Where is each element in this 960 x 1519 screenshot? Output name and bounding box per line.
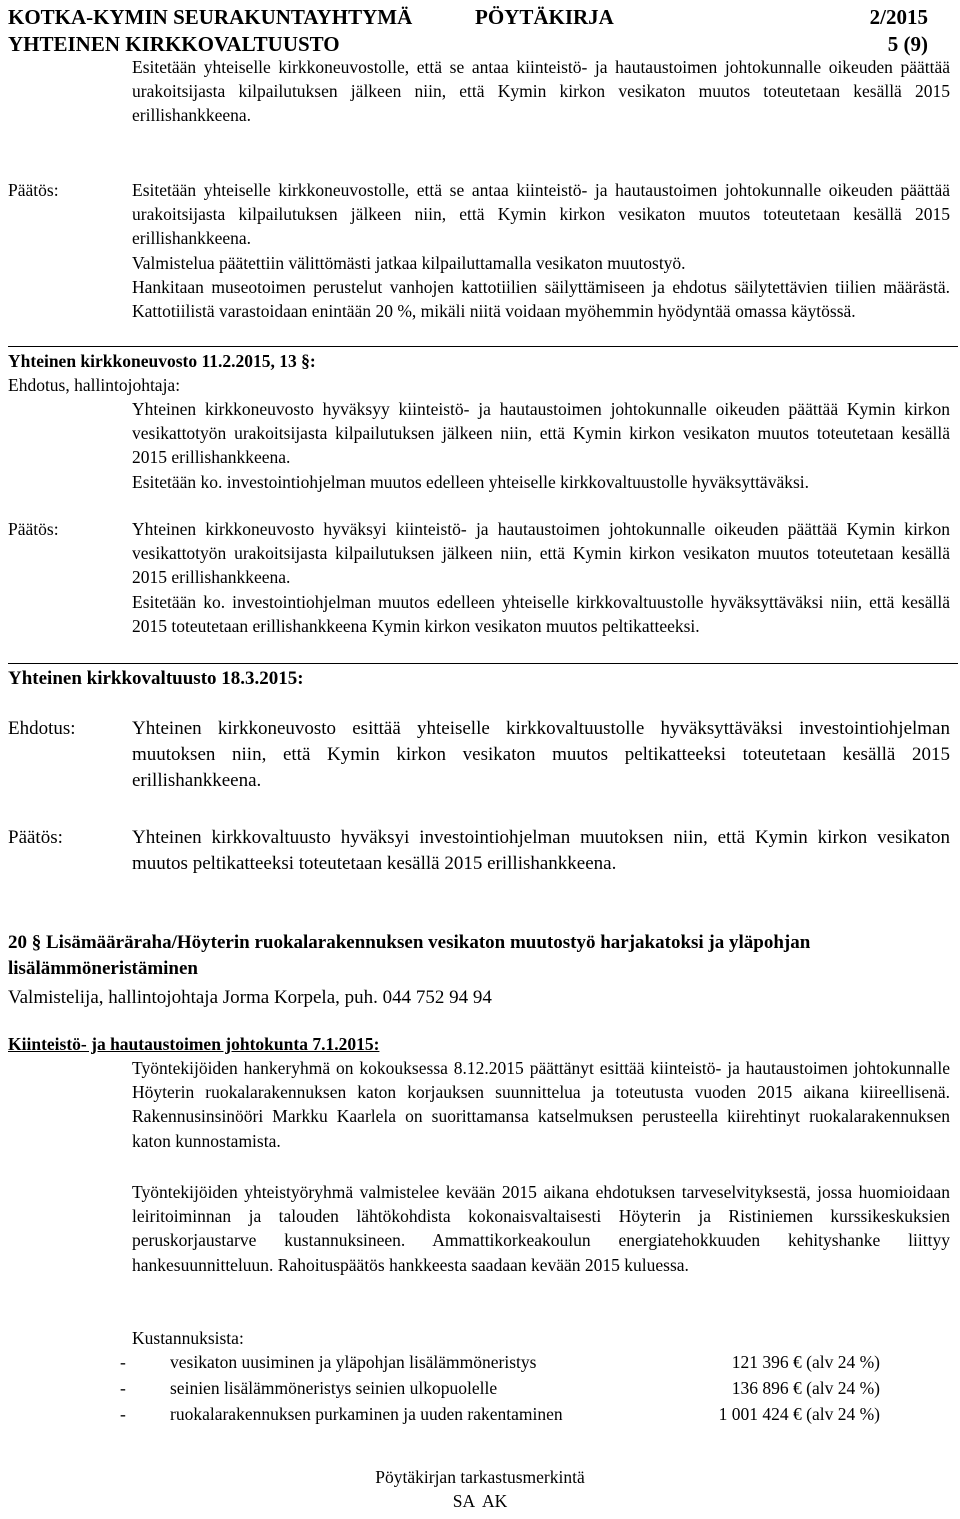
- footer-initials: SA AK: [452, 1491, 508, 1511]
- list-item: [120, 1376, 880, 1402]
- decision-label: Päätös:: [8, 519, 59, 539]
- proposal-label: Ehdotus, hallintojohtaja:: [8, 375, 181, 395]
- decision-paragraph: Esitetään yhteiselle kirkkoneuvostolle, että se antaa kiinteistö- ja hautaustoimen johtokunnalle oikeuden päättää urakoitsijasta kilpailutuksen jälkeen niin, että Kymin kirkon vesikaton muutos toteutetaan kesällä 2015 erillishankkeena.: [132, 180, 950, 249]
- preparer: Valmistelija, hallintojohtaja Jorma Korpela, puh. 044 752 94 94: [8, 987, 492, 1008]
- page-number: 5 (9): [887, 32, 928, 56]
- proposal-text: [132, 397, 950, 494]
- cost-amount: 1 001 424 € (alv 24 %): [718, 1404, 880, 1424]
- proposal-paragraph: Yhteinen kirkkoneuvosto hyväksyy kiinteistö- ja hautaustoimen johtokunnalle oikeuden päättää Kymin kirkon vesikattotyön urakoitsijasta kilpailutuksen jälkeen niin, että Kymin kirkon vesikaton muutos toteutetaan kesällä 2015 erillishankkeena.: [132, 399, 950, 468]
- decision-label: Päätös:: [8, 180, 59, 200]
- section-heading: Yhteinen kirkkovaltuusto 18.3.2015:: [8, 668, 304, 689]
- bullet-dash: -: [120, 1352, 126, 1372]
- proposal-label: Ehdotus:: [8, 718, 76, 739]
- intro-paragraph: Esitetään yhteiselle kirkkoneuvostolle, että se antaa kiinteistö- ja hautaustoimen johtokunnalle oikeuden päättää urakoitsijasta kilpailutuksen jälkeen niin, että Kymin kirkon vesikaton muutos toteutetaan kesällä 2015 erillishankkeena.: [132, 57, 950, 126]
- page-header: [8, 4, 928, 58]
- section-title: 20 § Lisämääräraha/Höyterin ruokalarakennuksen vesikaton muutostyö harjakatoksi ja yläpohjan lisälämmöneristäminen: [8, 932, 811, 979]
- list-item: [120, 1350, 880, 1376]
- cost-description: vesikaton uusiminen ja yläpohjan lisälämmöneristys: [170, 1352, 537, 1372]
- decision-text: [132, 517, 950, 638]
- body-name: YHTEINEN KIRKKOVALTUUSTO: [8, 32, 340, 56]
- organization-name: KOTKA-KYMIN SEURAKUNTAYHTYMÄ: [8, 5, 413, 29]
- proposal-text: Yhteinen kirkkoneuvosto esittää yhteiselle kirkkovaltuustolle hyväksyttäväksi investointiohjelman muutoksen niin, että Kymin kirkon vesikaton muutos peltikatteeksi toteutetaan kesällä 2015 erillishankkeena.: [132, 718, 950, 791]
- document-number: 2/2015: [869, 5, 928, 29]
- bullet-dash: -: [120, 1378, 126, 1398]
- cost-amount: 136 896 € (alv 24 %): [731, 1378, 880, 1398]
- bullet-dash: -: [120, 1404, 126, 1424]
- costs-label: Kustannuksista:: [132, 1328, 244, 1348]
- paragraph-2: Työntekijöiden yhteistyöryhmä valmistelee kevään 2015 aikana ehdotuksen tarveselvityksestä, jossa huomioidaan leiritoiminnan ja talouden lähtökohdista kokonaisvaltaisesti Höyterin ja Ristiniemen kurssikeskuksien peruskorjaustarve kustannuksineen. Ammattikorkeakoulun energiatehokkuuden kehityshanke liittyy hankesuunnitteluun. Rahoituspäätös hankkeesta saadaan kevään 2015 kuluessa.: [132, 1182, 950, 1275]
- divider: [8, 346, 958, 347]
- decision-paragraph: Hankitaan museotoimen perustelut vanhojen kattotiilien säilyttämiseen ja ehdotus säilytettävien tiilien määrästä. Kattotiilistä varastoidaan enintään 20 %, mikäli niitä voidaan myöhemmin hyödyntää omassa käytössä.: [132, 276, 950, 322]
- list-item: [120, 1402, 880, 1428]
- decision-label: Päätös:: [8, 827, 63, 848]
- footer-label: Pöytäkirjan tarkastusmerkintä: [375, 1467, 585, 1487]
- cost-description: ruokalarakennuksen purkaminen ja uuden rakentaminen: [170, 1404, 563, 1424]
- decision-paragraph: Yhteinen kirkkoneuvosto hyväksyi kiinteistö- ja hautaustoimen johtokunnalle oikeuden päättää Kymin kirkon vesikattotyön urakoitsijasta kilpailutuksen jälkeen niin, että Kymin kirkon vesikaton muutos toteutetaan kesällä 2015 erillishankkeena.: [132, 519, 950, 588]
- divider: [8, 663, 958, 664]
- section-heading: Yhteinen kirkkoneuvosto 11.2.2015, 13 §:: [8, 351, 316, 371]
- document-type: PÖYTÄKIRJA: [475, 5, 614, 29]
- decision-paragraph: Valmistelua päätettiin välittömästi jatkaa kilpailuttamalla vesikaton muutostyö.: [132, 252, 686, 273]
- paragraph-1: Työntekijöiden hankeryhmä on kokouksessa 8.12.2015 päättänyt esittää kiinteistö- ja hautaustoimen johtokunnalle Höyterin ruokalarakennuksen katon korjauksen suunnittelua ja toteutusta vuoden 2015 aikana kiireellisenä. Rakennusinsinööri Markku Kaarlela on suorittamansa katselmuksen perusteella kiirehtinyt ruokalarakennuksen katon kunnostamista.: [132, 1058, 950, 1151]
- sub-heading: Kiinteistö- ja hautaustoimen johtokunta 7.1.2015:: [8, 1034, 380, 1054]
- page-footer: [0, 1465, 960, 1513]
- cost-amount: 121 396 € (alv 24 %): [731, 1352, 880, 1372]
- decision-text: Yhteinen kirkkovaltuusto hyväksyi investointiohjelman muutoksen niin, että Kymin kirkon vesikaton muutos peltikatteeksi toteutetaan kesällä 2015 erillishankkeena.: [132, 827, 950, 874]
- decision-text: [132, 178, 950, 323]
- proposal-paragraph: Esitetään ko. investointiohjelman muutos edelleen yhteiselle kirkkovaltuustolle hyväksyttäväksi.: [132, 471, 810, 492]
- cost-list: [120, 1350, 880, 1428]
- decision-paragraph: Esitetään ko. investointiohjelman muutos edelleen yhteiselle kirkkovaltuustolle hyväksyttäväksi niin, että kesällä 2015 toteutetaan erillishankkeena Kymin kirkon vesikaton muutos peltikatteeksi.: [132, 591, 950, 636]
- cost-description: seinien lisälämmöneristys seinien ulkopuolelle: [170, 1378, 498, 1398]
